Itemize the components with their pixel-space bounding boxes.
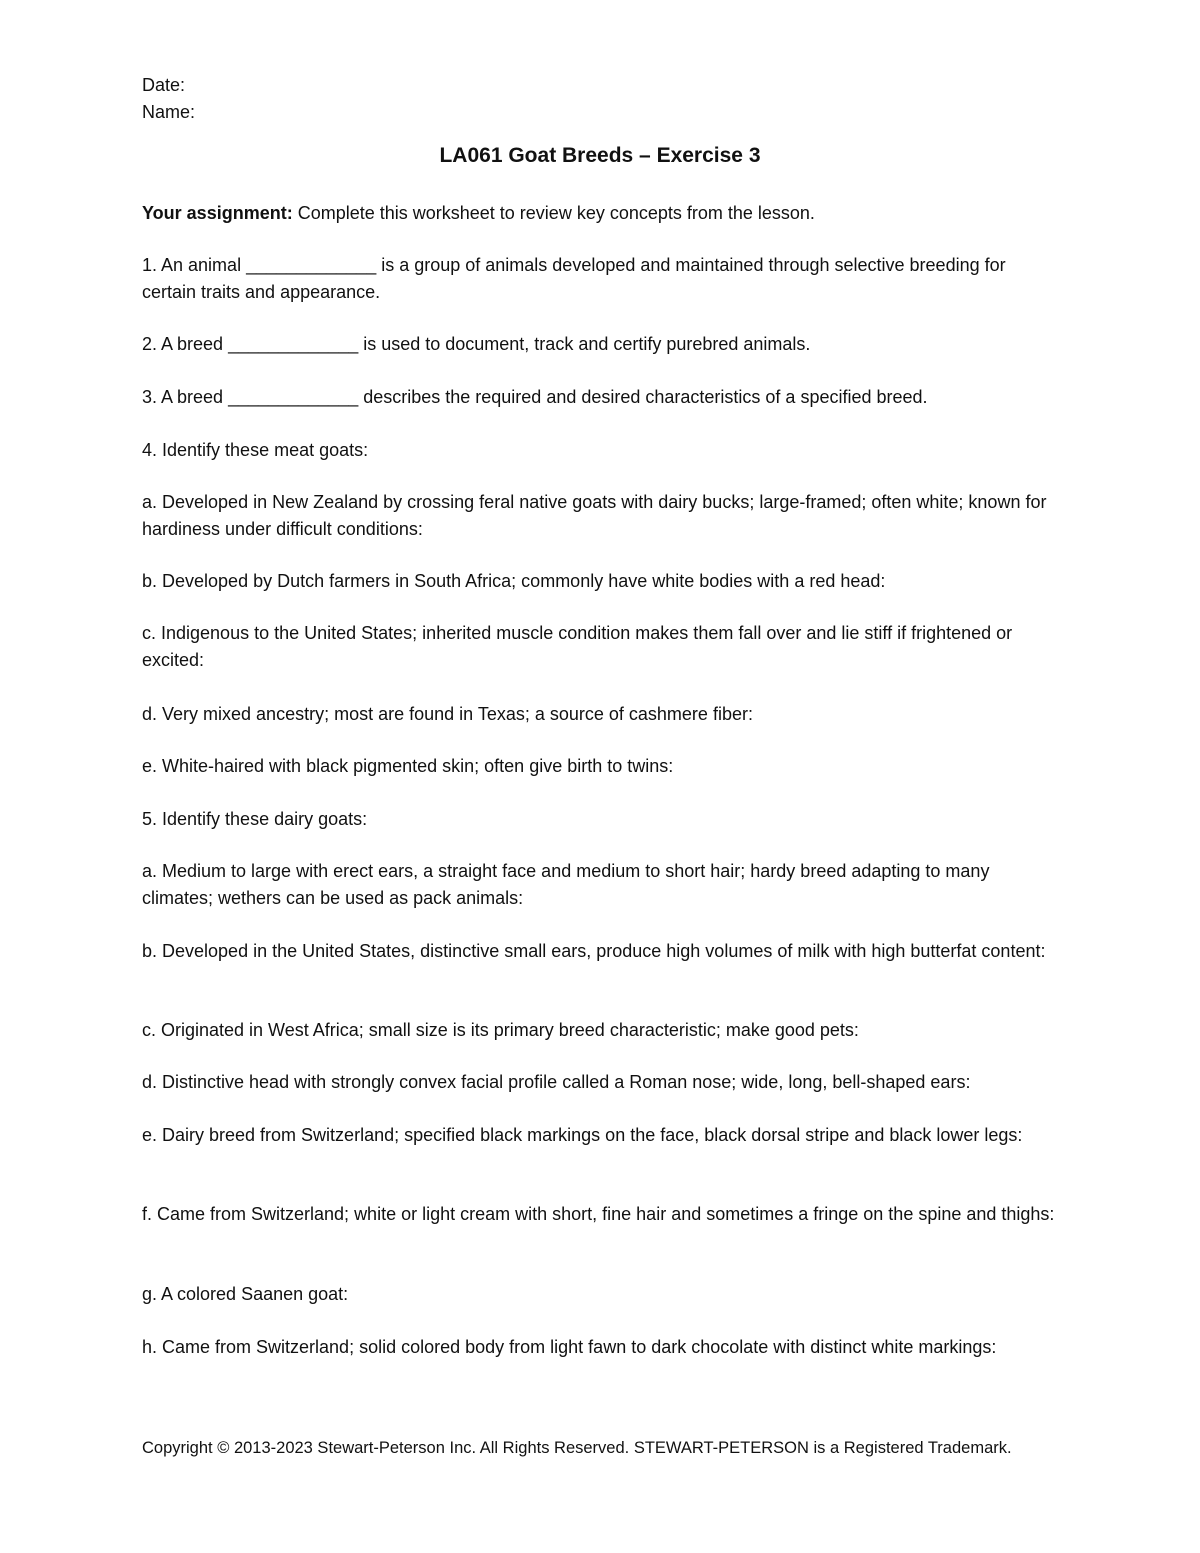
- question-5f: f. Came from Switzerland; white or light cream with short, fine hair and sometimes a fringe on the spine and thighs:: [142, 1204, 1055, 1224]
- question-4b: b. Developed by Dutch farmers in South Africa; commonly have white bodies with a red head:: [142, 571, 886, 591]
- page-title: LA061 Goat Breeds – Exercise 3: [439, 144, 761, 167]
- question-5a: a. Medium to large with erect ears, a straight face and medium to short hair; hardy breed adapting to many climates; wethers can be used as pack animals:: [142, 861, 990, 908]
- question-5d: d. Distinctive head with strongly convex facial profile called a Roman nose; wide, long, bell-shaped ears:: [142, 1072, 971, 1092]
- question-4c: c. Indigenous to the United States; inherited muscle condition makes them fall over and lie stiff if frightened or excited:: [142, 623, 1013, 670]
- question-4a: a. Developed in New Zealand by crossing feral native goats with dairy bucks; large-framed; often white; known for hardiness under difficult conditions:: [142, 492, 1047, 539]
- question-4d: d. Very mixed ancestry; most are found in Texas; a source of cashmere fiber:: [142, 704, 753, 724]
- question-5c: c. Originated in West Africa; small size is its primary breed characteristic; make good pets:: [142, 1020, 859, 1040]
- question-5b: b. Developed in the United States, distinctive small ears, produce high volumes of milk with high butterfat content:: [142, 941, 1046, 961]
- question-5g: g. A colored Saanen goat:: [142, 1284, 349, 1304]
- question-3: 3. A breed _____________ describes the required and desired characteristics of a specified breed.: [142, 387, 928, 407]
- date-label: Date:: [142, 75, 186, 95]
- copyright-footer: Copyright © 2013-2023 Stewart-Peterson Inc. All Rights Reserved. STEWART-PETERSON is a Registered Trademark.: [142, 1439, 1012, 1457]
- name-label: Name:: [142, 102, 196, 122]
- question-4e: e. White-haired with black pigmented skin; often give birth to twins:: [142, 756, 674, 776]
- assignment-label: Your assignment:: [142, 203, 293, 223]
- question-5: 5. Identify these dairy goats:: [142, 809, 368, 829]
- question-1: 1. An animal _____________ is a group of animals developed and maintained through selective breeding for certain traits and appearance.: [142, 255, 1006, 302]
- assignment-instructions: [142, 200, 1062, 227]
- question-4: 4. Identify these meat goats:: [142, 440, 369, 460]
- question-2: 2. A breed _____________ is used to document, track and certify purebred animals.: [142, 334, 811, 354]
- assignment-text: Complete this worksheet to review key concepts from the lesson.: [292, 203, 815, 223]
- question-5e: e. Dairy breed from Switzerland; specified black markings on the face, black dorsal stripe and black lower legs:: [142, 1125, 1023, 1145]
- question-5h: h. Came from Switzerland; solid colored body from light fawn to dark chocolate with distinct white markings:: [142, 1337, 997, 1357]
